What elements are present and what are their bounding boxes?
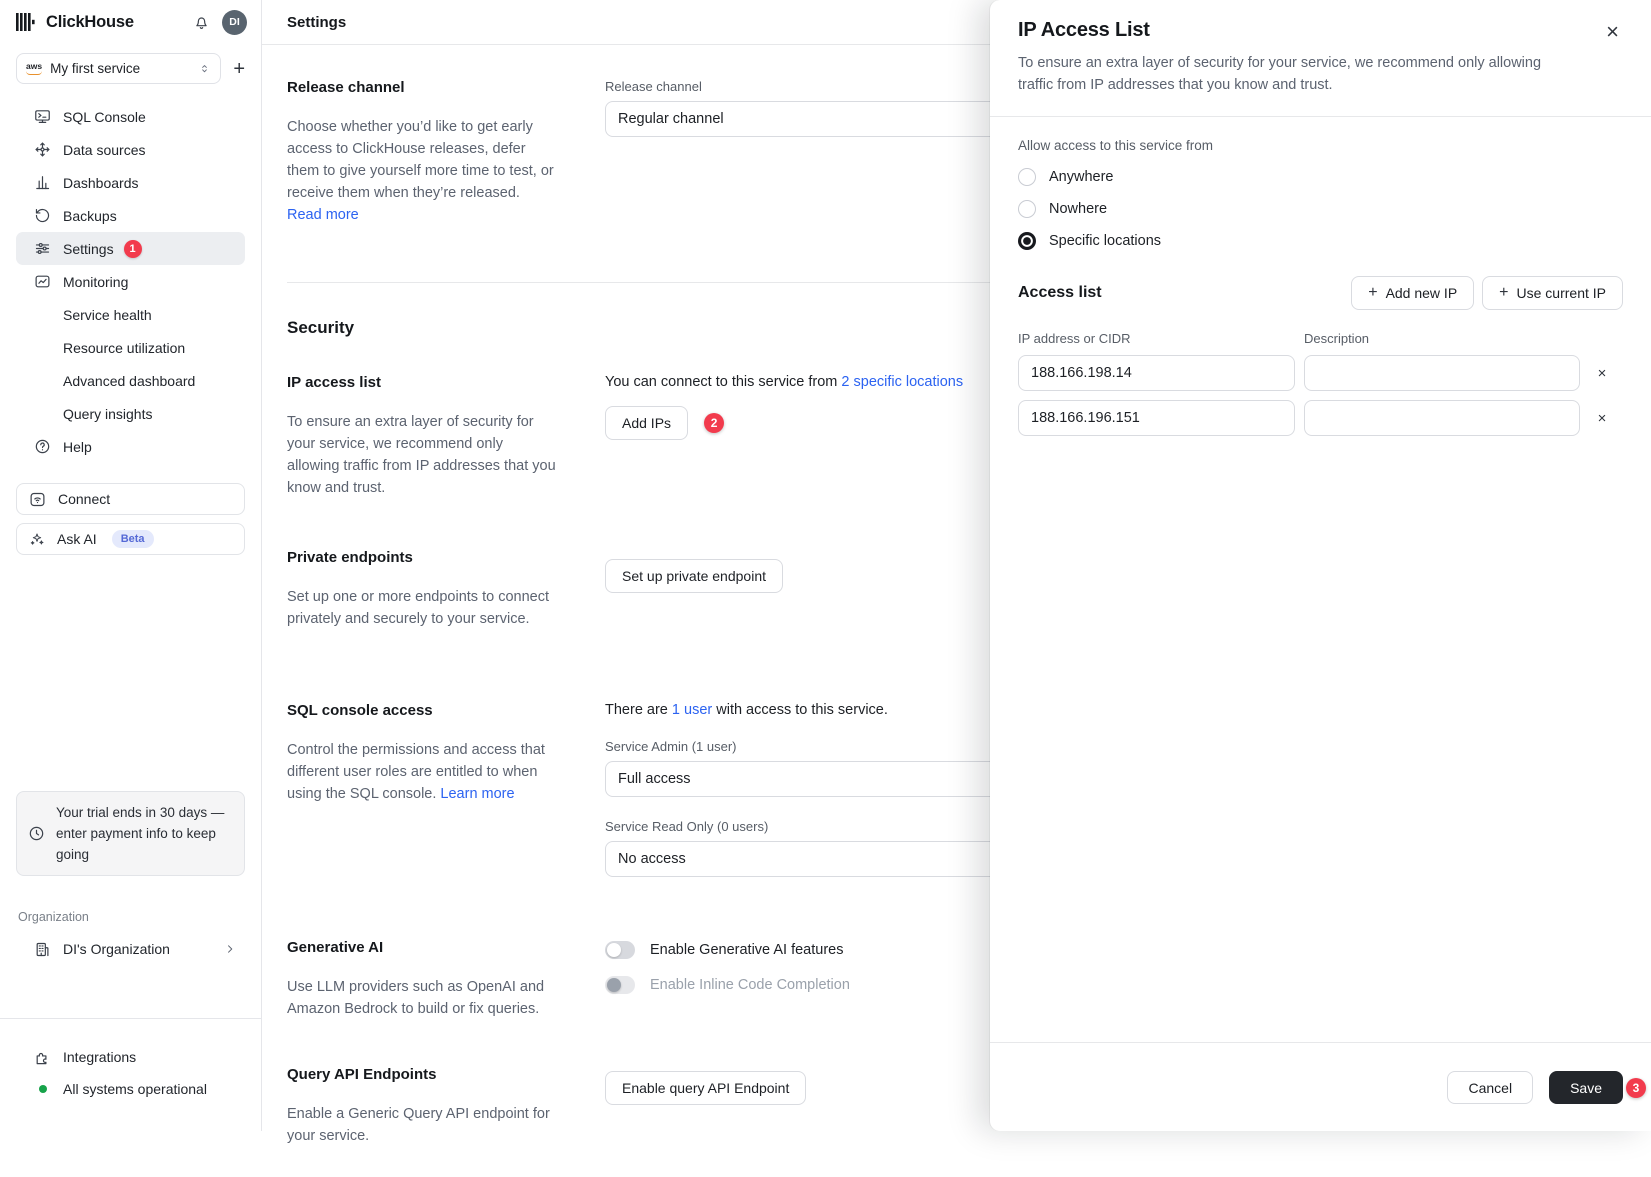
organization-section-label: Organization xyxy=(18,910,89,924)
generative-ai-toggle[interactable] xyxy=(605,941,635,959)
sidebar-item-label: Query insights xyxy=(63,405,153,422)
sparkles-icon xyxy=(29,531,45,547)
sql-console-users-status: There are 1 user with access to this service. xyxy=(605,702,888,718)
settings-sliders-icon xyxy=(34,240,51,257)
sidebar xyxy=(0,0,262,1131)
service-admin-value: Full access xyxy=(618,771,691,787)
help-icon xyxy=(34,438,51,455)
release-channel-description: Choose whether you’d like to get early access to ClickHouse releases, defer them to give yourself more time to test, or receive them when they’re released. xyxy=(287,119,554,201)
trial-notice-text: Your trial ends in 30 days — enter payment info to keep going xyxy=(56,805,225,862)
radio-nowhere[interactable] xyxy=(1018,200,1623,218)
service-readonly-label: Service Read Only (0 users) xyxy=(605,819,769,834)
release-channel-heading: Release channel xyxy=(287,79,405,96)
sidebar-footer xyxy=(0,1041,261,1131)
allow-access-label: Allow access to this service from xyxy=(1018,138,1214,153)
chevron-up-down-icon xyxy=(198,62,211,75)
dashboards-icon xyxy=(34,174,51,191)
ip-address-input[interactable] xyxy=(1018,355,1295,391)
description-input[interactable] xyxy=(1304,355,1580,391)
radio-specific-locations[interactable] xyxy=(1018,232,1623,250)
access-list-row xyxy=(1018,355,1623,391)
connect-icon xyxy=(29,491,46,508)
inline-code-completion-toggle[interactable] xyxy=(605,976,635,994)
radio-icon[interactable] xyxy=(1018,168,1036,186)
add-new-ip-button[interactable]: + Add new IP xyxy=(1351,276,1474,310)
radio-label: Specific locations xyxy=(1049,233,1162,249)
sidebar-item-resource-utilization[interactable] xyxy=(16,331,245,364)
service-selector[interactable] xyxy=(16,53,221,84)
page-title: Settings xyxy=(262,0,1651,45)
plus-icon: + xyxy=(1368,284,1378,301)
backups-rotate-icon xyxy=(34,207,51,224)
sidebar-item-label: Service health xyxy=(63,306,152,323)
clickhouse-logo-icon xyxy=(16,13,37,31)
cancel-button[interactable]: Cancel xyxy=(1447,1071,1533,1104)
panel-title: IP Access List xyxy=(1018,19,1150,41)
trial-notice xyxy=(16,791,245,876)
system-status-row[interactable] xyxy=(0,1073,261,1105)
service-name: My first service xyxy=(50,61,141,76)
release-channel-select[interactable] xyxy=(605,101,1005,137)
close-icon[interactable]: × xyxy=(1602,19,1623,45)
monitoring-icon xyxy=(34,273,51,290)
panel-description: To ensure an extra layer of security for your service, we recommend only allowing traffic from IP addresses that you know and trust. xyxy=(1018,55,1542,93)
sidebar-item-query-insights[interactable] xyxy=(16,397,245,430)
ip-column-header: IP address or CIDR xyxy=(1018,331,1131,346)
sql-console-access-description: Control the permissions and access that different user roles are entitled to when using the SQL console. xyxy=(287,742,545,802)
sidebar-item-backups[interactable] xyxy=(16,199,245,232)
sidebar-item-label: SQL Console xyxy=(63,108,146,125)
sidebar-header xyxy=(0,0,261,44)
connect-label: Connect xyxy=(58,491,111,507)
radio-checked-icon[interactable] xyxy=(1018,232,1036,250)
puzzle-icon xyxy=(34,1049,51,1066)
add-ips-button[interactable]: Add IPs xyxy=(605,406,688,440)
radio-icon[interactable] xyxy=(1018,200,1036,218)
ip-access-list-panel xyxy=(990,0,1651,1131)
service-selector-row xyxy=(0,44,261,96)
use-current-ip-button[interactable]: + Use current IP xyxy=(1482,276,1623,310)
access-list-heading: Access list xyxy=(1018,284,1102,301)
learn-more-link[interactable]: Learn more xyxy=(440,786,515,802)
service-readonly-select[interactable] xyxy=(605,841,1005,877)
brand-name: ClickHouse xyxy=(46,12,134,31)
private-endpoints-description: Set up one or more endpoints to connect privately and securely to your service. xyxy=(287,589,549,627)
generative-ai-toggle-label: Enable Generative AI features xyxy=(650,942,844,958)
query-api-heading: Query API Endpoints xyxy=(287,1066,437,1083)
radio-anywhere[interactable] xyxy=(1018,168,1623,186)
sidebar-divider xyxy=(0,1018,261,1019)
setup-private-endpoint-button[interactable]: Set up private endpoint xyxy=(605,559,783,593)
ask-ai-label: Ask AI xyxy=(57,531,97,547)
service-admin-select[interactable] xyxy=(605,761,1005,797)
ip-access-list-description: To ensure an extra layer of security for your service, we recommend only allowing traffic from IP addresses that you know and trust. xyxy=(287,414,556,496)
service-readonly-value: No access xyxy=(618,851,686,867)
system-status-label: All systems operational xyxy=(63,1081,207,1097)
sidebar-item-label: Data sources xyxy=(63,141,146,158)
sidebar-item-label: Settings xyxy=(63,240,114,257)
panel-header xyxy=(990,0,1651,117)
sidebar-item-service-health[interactable] xyxy=(16,298,245,331)
remove-row-icon[interactable]: × xyxy=(1591,365,1613,382)
access-list-row xyxy=(1018,400,1623,436)
radio-label: Anywhere xyxy=(1049,169,1114,185)
sidebar-item-dashboards[interactable] xyxy=(16,166,245,199)
user-count-link[interactable]: 1 user xyxy=(671,702,713,718)
description-column-header: Description xyxy=(1304,331,1370,346)
add-service-button[interactable]: + xyxy=(233,57,245,80)
private-endpoints-heading: Private endpoints xyxy=(287,549,413,566)
read-more-link[interactable]: Read more xyxy=(287,207,359,223)
status-dot-icon xyxy=(34,1085,51,1093)
sidebar-item-monitoring[interactable] xyxy=(16,265,245,298)
generative-ai-heading: Generative AI xyxy=(287,939,384,956)
organization-name: DI's Organization xyxy=(63,941,170,957)
enable-query-api-button[interactable]: Enable query API Endpoint xyxy=(605,1071,806,1105)
building-icon xyxy=(34,941,51,958)
integrations-row[interactable] xyxy=(0,1041,261,1073)
panel-body xyxy=(990,117,1651,1042)
sql-console-access-heading: SQL console access xyxy=(287,702,433,719)
generative-ai-description: Use LLM providers such as OpenAI and Amazon Bedrock to build or fix queries. xyxy=(287,979,545,1017)
save-button[interactable]: Save xyxy=(1549,1071,1623,1104)
sidebar-item-label: Dashboards xyxy=(63,174,139,191)
sidebar-item-data-sources[interactable] xyxy=(16,133,245,166)
remove-row-icon[interactable]: × xyxy=(1591,410,1613,427)
release-channel-value: Regular channel xyxy=(618,111,724,127)
sidebar-item-label: Advanced dashboard xyxy=(63,372,196,389)
sql-console-icon xyxy=(34,108,51,125)
connect-button[interactable] xyxy=(16,483,245,515)
release-channel-field-label: Release channel xyxy=(605,79,702,94)
integrations-label: Integrations xyxy=(63,1049,137,1065)
sidebar-item-label: Monitoring xyxy=(63,273,129,290)
step-badge-3: 3 xyxy=(1626,1078,1646,1098)
sidebar-item-label: Resource utilization xyxy=(63,339,186,356)
service-admin-label: Service Admin (1 user) xyxy=(605,739,737,754)
notifications-bell-icon[interactable] xyxy=(193,14,210,31)
sidebar-item-help[interactable] xyxy=(16,430,245,463)
step-badge-2: 2 xyxy=(704,413,724,433)
sidebar-nav xyxy=(0,96,261,463)
security-heading: Security xyxy=(287,318,355,337)
sidebar-item-label: Backups xyxy=(63,207,117,224)
sidebar-item-sql-console[interactable] xyxy=(16,100,245,133)
ip-address-input[interactable] xyxy=(1018,400,1295,436)
ip-access-list-heading: IP access list xyxy=(287,374,381,391)
beta-badge: Beta xyxy=(112,530,154,548)
plus-icon: + xyxy=(1499,284,1509,301)
radio-label: Nowhere xyxy=(1049,201,1108,217)
aws-icon: aws xyxy=(26,62,42,75)
sidebar-item-label: Help xyxy=(63,438,92,455)
user-avatar[interactable]: DI xyxy=(222,10,247,35)
chevron-right-icon xyxy=(223,942,237,956)
query-api-description: Enable a Generic Query API endpoint for your service. xyxy=(287,1106,550,1144)
panel-footer xyxy=(990,1042,1651,1131)
specific-locations-link[interactable]: 2 specific locations xyxy=(841,374,964,390)
ip-access-status: You can connect to this service from 2 specific locations xyxy=(605,374,964,390)
ask-ai-button[interactable] xyxy=(16,523,245,555)
sidebar-item-advanced-dashboard[interactable] xyxy=(16,364,245,397)
description-input[interactable] xyxy=(1304,400,1580,436)
settings-step-badge: 1 xyxy=(124,240,142,258)
clock-icon xyxy=(28,825,45,842)
sidebar-item-settings[interactable] xyxy=(16,232,245,265)
data-sources-icon xyxy=(34,141,51,158)
organization-row[interactable] xyxy=(16,932,245,966)
inline-code-completion-label: Enable Inline Code Completion xyxy=(650,977,850,993)
